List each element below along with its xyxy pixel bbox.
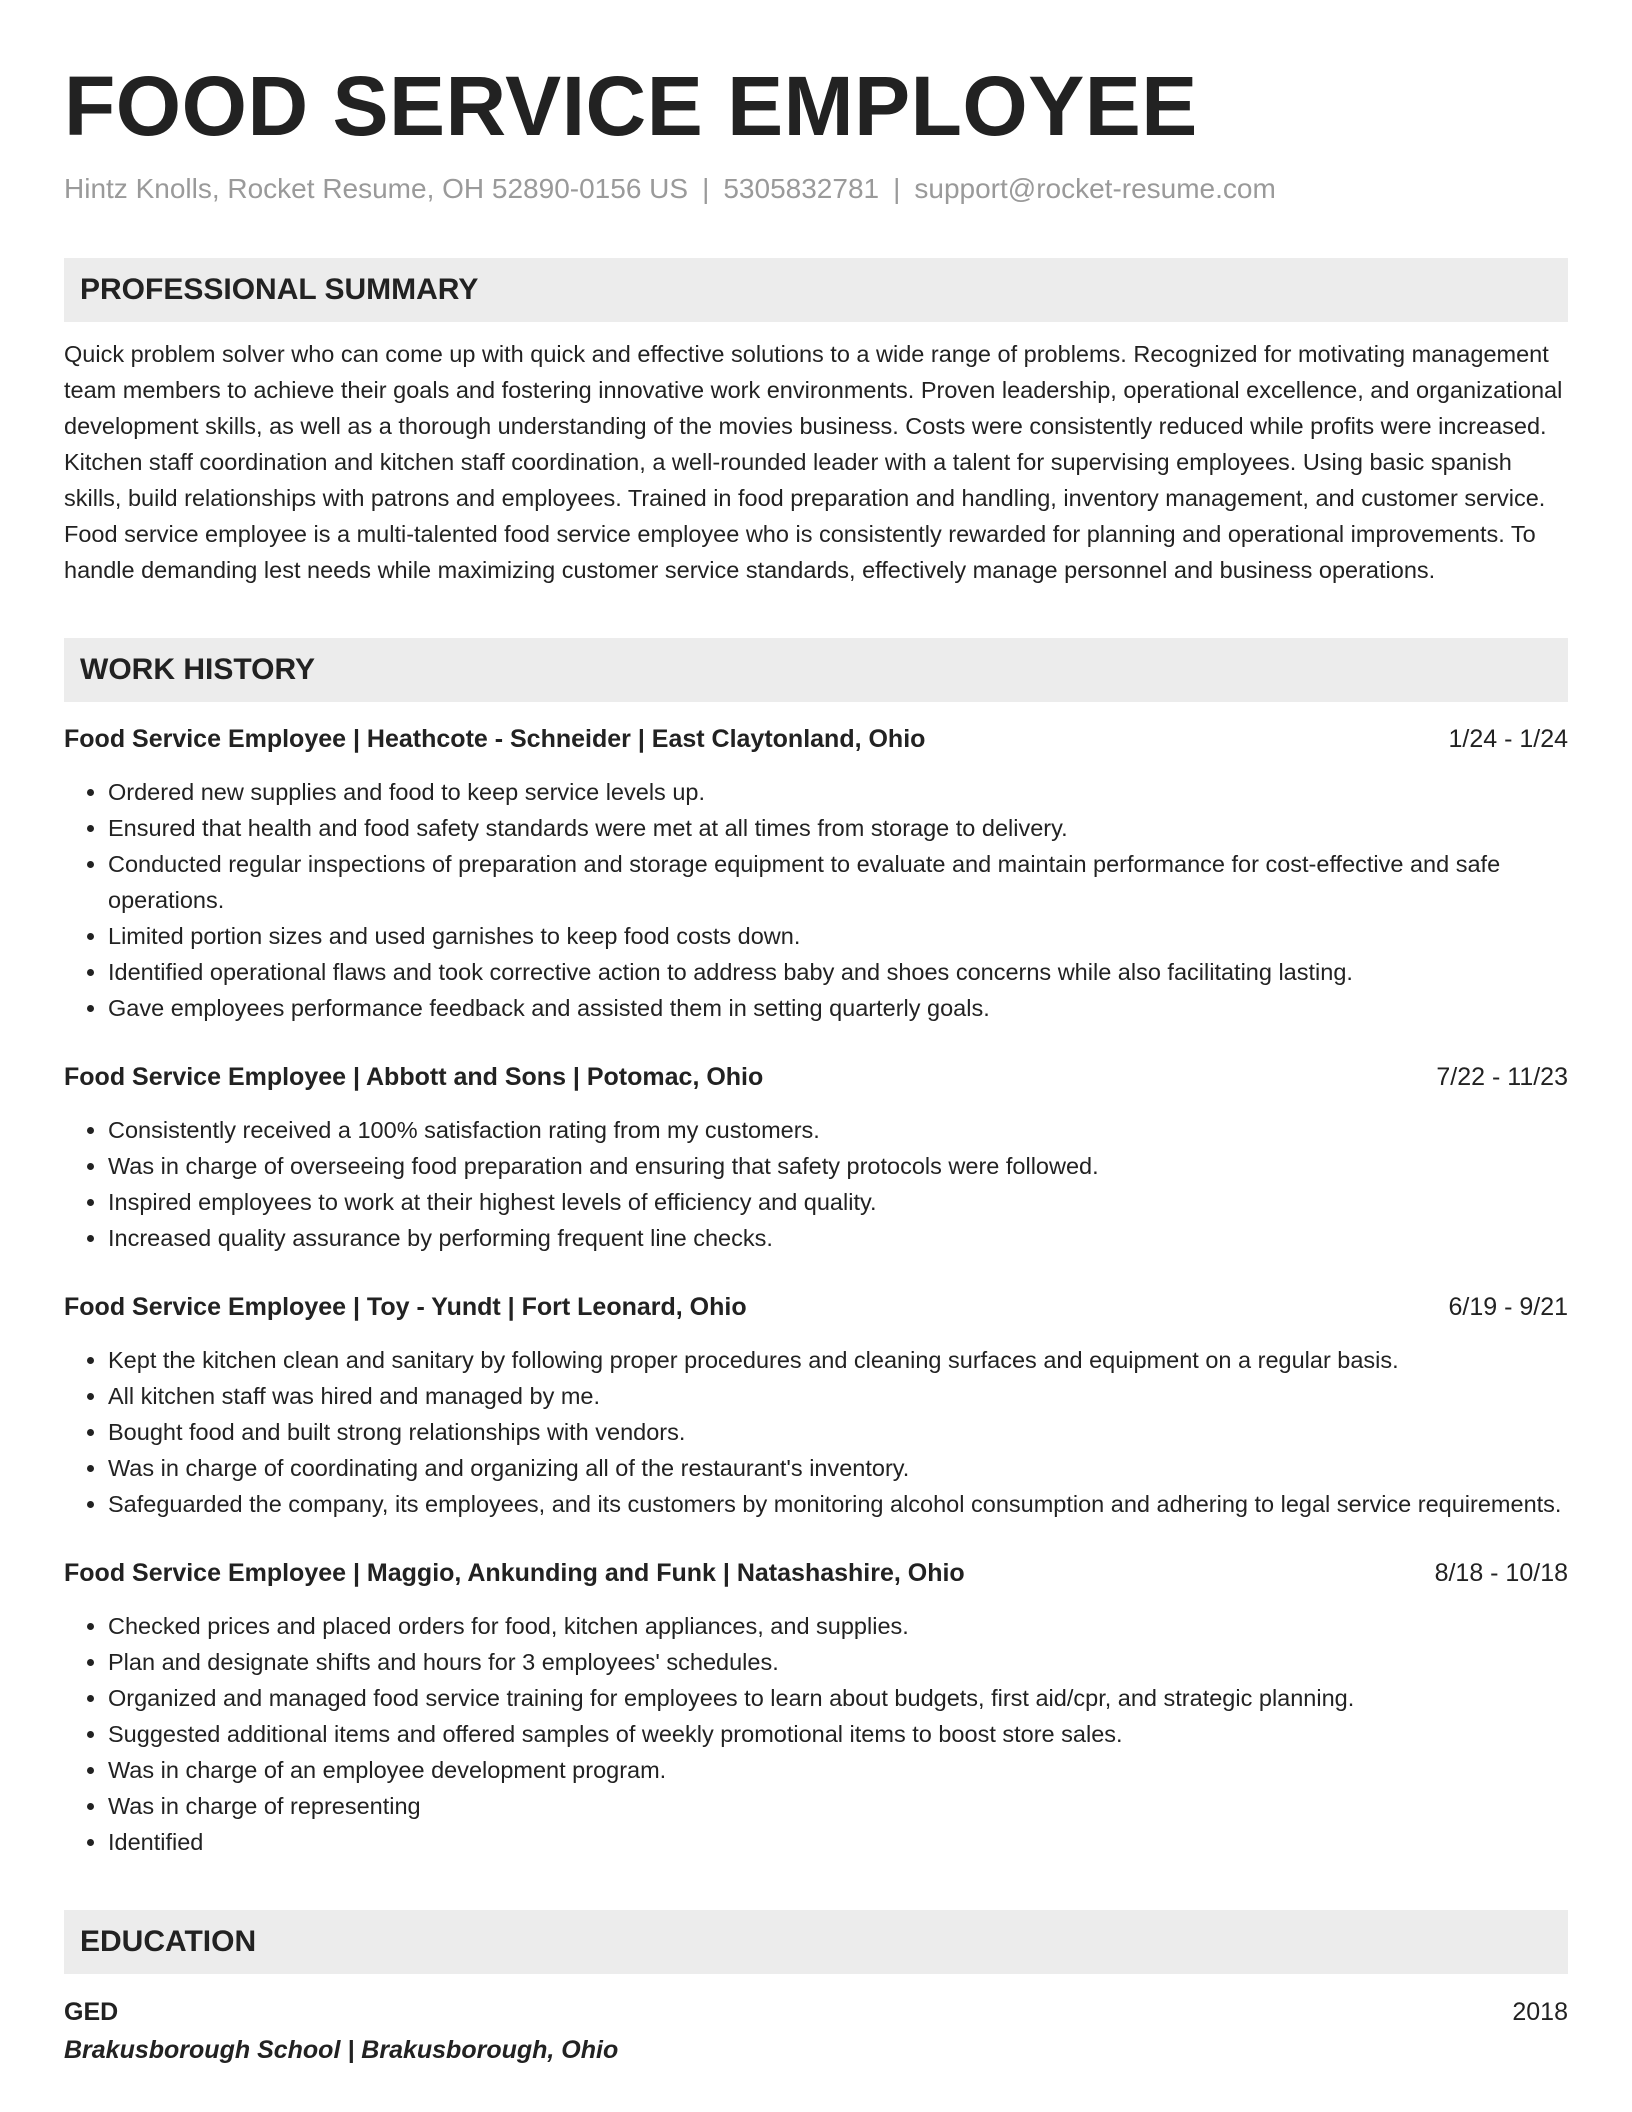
job-bullet: • Ensured that health and food safety standards were met at all times from storage to delivery. (108, 810, 1568, 846)
job-dates: 6/19 - 9/21 (1448, 1293, 1568, 1321)
job-bullet: • Organized and managed food service training for employees to learn about budgets, first aid/cpr, and strategic planning. (108, 1680, 1568, 1716)
contact-phone: 5305832781 (723, 173, 880, 204)
job-bullet: • Suggested additional items and offered samples of weekly promotional items to boost store sales. (108, 1716, 1568, 1752)
contact-address: Hintz Knolls, Rocket Resume, OH 52890-0156 US (64, 173, 689, 204)
education-year: 2018 (1512, 1998, 1568, 2026)
job-header (64, 722, 1568, 756)
contact-separator: | (893, 173, 901, 204)
job-bullet: • Plan and designate shifts and hours for 3 employees' schedules. (108, 1644, 1568, 1680)
job-bullet: • Identified operational flaws and took corrective action to address baby and shoes concerns while also facilitating lasting. (108, 954, 1568, 990)
job-bullet: • Kept the kitchen clean and sanitary by following proper procedures and cleaning surfaces and equipment on a regular basis. (108, 1342, 1568, 1378)
job-bullet: • Increased quality assurance by performing frequent line checks. (108, 1220, 1568, 1256)
job-dates: 8/18 - 10/18 (1434, 1559, 1568, 1587)
job-bullets (64, 1608, 1568, 1860)
job-bullet: • Limited portion sizes and used garnishes to keep food costs down. (108, 918, 1568, 954)
job-entry (64, 1290, 1568, 1522)
job-dates: 7/22 - 11/23 (1436, 1063, 1568, 1091)
job-header (64, 1060, 1568, 1094)
job-title: Food Service Employee | Toy - Yundt | Fort Leonard, Ohio (64, 1293, 747, 1321)
summary-text: Quick problem solver who can come up with quick and effective solutions to a wide range of problems. Recognized for motivating management team members to achieve their goals and fostering innovative work environments. Proven leadership, operational excellence, and organizational development skills, as well as a thorough understanding of the movies business. Costs were consistently reduced while profits were increased. Kitchen staff coordination and kitchen staff coordination, a well-rounded leader with a talent for supervising employees. Using basic spanish skills, build relationships with patrons and employees. Trained in food preparation and handling, inventory management, and customer service. Food service employee is a multi-talented food service employee who is consistently rewarded for planning and operational improvements. To handle demanding lest needs while maximizing customer service standards, effectively manage personnel and business operations. (64, 341, 1563, 583)
job-bullets (64, 1112, 1568, 1256)
job-bullet: • Identified (108, 1824, 1568, 1860)
job-entry (64, 1060, 1568, 1256)
job-header (64, 1556, 1568, 1590)
job-title: Food Service Employee | Heathcote - Schneider | East Claytonland, Ohio (64, 725, 926, 753)
job-bullet: • Consistently received a 100% satisfaction rating from my customers. (108, 1112, 1568, 1148)
section-header-work-history: WORK HISTORY (64, 638, 1568, 702)
job-bullet: • Gave employees performance feedback and assisted them in setting quarterly goals. (108, 990, 1568, 1026)
job-bullet: • Checked prices and placed orders for food, kitchen appliances, and supplies. (108, 1608, 1568, 1644)
job-bullet: • Conducted regular inspections of preparation and storage equipment to evaluate and maintain performance for cost-effective and safe operations. (108, 846, 1568, 918)
education-header (64, 1994, 1568, 2030)
job-dates: 1/24 - 1/24 (1448, 725, 1568, 753)
job-bullet: • All kitchen staff was hired and managed by me. (108, 1378, 1568, 1414)
section-header-education: EDUCATION (64, 1910, 1568, 1974)
resume-name-title: FOOD SERVICE EMPLOYEE (64, 59, 1198, 153)
education-entry (64, 1994, 1568, 2068)
job-bullet: • Was in charge of an employee development program. (108, 1752, 1568, 1788)
job-title: Food Service Employee | Maggio, Ankunding and Funk | Natashashire, Ohio (64, 1559, 965, 1587)
contact-line (64, 172, 1568, 206)
job-bullet: • Was in charge of coordinating and organizing all of the restaurant's inventory. (108, 1450, 1568, 1486)
contact-separator: | (702, 173, 710, 204)
job-bullet: • Ordered new supplies and food to keep service levels up. (108, 774, 1568, 810)
job-title: Food Service Employee | Abbott and Sons | Potomac, Ohio (64, 1063, 764, 1091)
job-bullets (64, 774, 1568, 1026)
education-school: Brakusborough School | Brakusborough, Ohio (64, 2036, 619, 2064)
job-bullet: • Bought food and built strong relationships with vendors. (108, 1414, 1568, 1450)
job-entry (64, 1556, 1568, 1860)
job-header (64, 1290, 1568, 1324)
contact-email: support@rocket-resume.com (914, 173, 1276, 204)
job-bullet: • Was in charge of representing (108, 1788, 1568, 1824)
job-bullet: • Was in charge of overseeing food preparation and ensuring that safety protocols were followed. (108, 1148, 1568, 1184)
job-bullets (64, 1342, 1568, 1522)
job-bullet: • Inspired employees to work at their highest levels of efficiency and quality. (108, 1184, 1568, 1220)
education-degree: GED (64, 1998, 119, 2026)
job-entry (64, 722, 1568, 1026)
job-bullet: • Safeguarded the company, its employees, and its customers by monitoring alcohol consumption and adhering to legal service requirements. (108, 1486, 1568, 1522)
section-header-summary: PROFESSIONAL SUMMARY (64, 258, 1568, 322)
